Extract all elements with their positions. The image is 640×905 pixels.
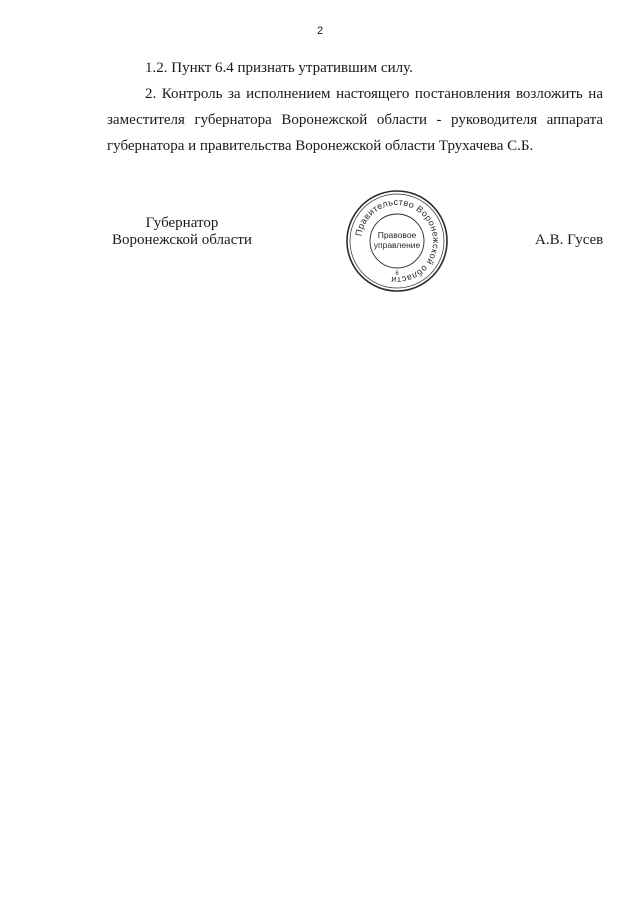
paragraph-2: 2. Контроль за исполнением настоящего постановления возложить на заместителя губернатора Воронежской области - руководителя аппарата губернатора и правительства Воронежской области Трухачева С.Б.: [107, 86, 603, 154]
page-number: 2: [316, 25, 324, 37]
signature-position: [107, 215, 257, 249]
stamp-inner-line1: Правовое: [377, 230, 417, 240]
signer-name: А.В. Гусев: [535, 232, 604, 248]
stamp-inner-line2: управление: [373, 240, 421, 250]
paragraph-1-2: 1.2. Пункт 6.4 признать утратившим силу.: [145, 60, 413, 76]
signature-position-line1: Губернатор: [145, 215, 219, 231]
official-stamp: [344, 188, 450, 294]
stamp-outer-text: Правительство Воронежской области: [353, 196, 442, 286]
signature-position-line2: Воронежской области: [112, 232, 252, 248]
stamp-number: 6: [395, 271, 399, 277]
